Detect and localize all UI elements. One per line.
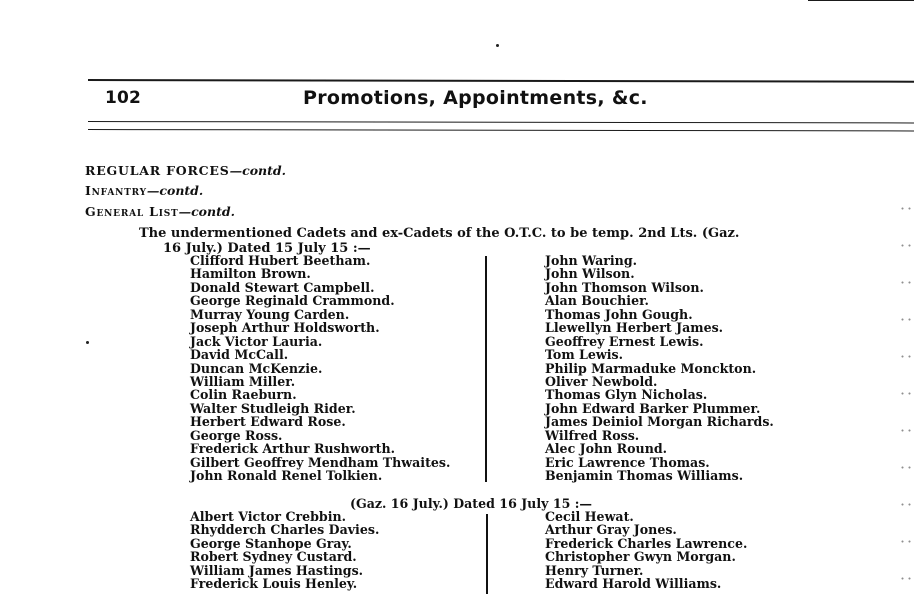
list-item: Donald Stewart Campbell. (190, 279, 375, 295)
subsection-heading-contd: —contd. (146, 183, 204, 198)
page-number: 102 (105, 88, 142, 108)
page-title: Promotions, Appointments, &c. (303, 87, 648, 109)
list-item: Jack Victor Lauria. (190, 333, 323, 349)
subsection-heading-label: Infantry (85, 183, 147, 198)
section-heading-contd: —contd. (229, 163, 286, 178)
list-item: Henry Turner. (545, 562, 644, 578)
group1-right-column (545, 254, 774, 482)
list-item: Arthur Gray Jones. (545, 522, 677, 538)
list-item: Geoffrey Ernest Lewis. (545, 333, 704, 349)
column-divider-1 (485, 256, 487, 482)
list-item: Oliver Newbold. (545, 373, 658, 389)
list-item: Alan Bouchier. (545, 293, 649, 309)
list-item: Edward Harold Williams. (545, 576, 722, 592)
list-item: Colin Raeburn. (190, 387, 297, 403)
intro-line-2: 16 July.) Dated 15 July 15 :— (163, 240, 371, 256)
list-item: Albert Victor Crebbin. (190, 509, 347, 524)
list-item: Frederick Louis Henley. (190, 576, 358, 592)
list-item: Walter Studleigh Rider. (190, 400, 356, 416)
list-item: George Stanhope Gray. (190, 535, 352, 551)
list-heading-label: General List (85, 204, 179, 219)
section-heading (85, 163, 286, 178)
list-item: Alec John Round. (545, 441, 668, 457)
list-item: Robert Sydney Custard. (190, 549, 357, 565)
list-item: Duncan McKenzie. (190, 360, 323, 376)
scan-edge-noise (900, 190, 914, 604)
list-item: George Ross. (190, 427, 283, 443)
list-item: Cecil Hewat. (545, 509, 634, 524)
list-item: Tom Lewis. (545, 347, 624, 363)
list-item: Philip Marmaduke Monckton. (545, 360, 757, 376)
list-item: John Edward Barker Plummer. (545, 400, 761, 416)
header-top-rule (88, 79, 914, 83)
page-header (105, 88, 865, 114)
intro-line-1: The undermentioned Cadets and ex-Cadets of the O.T.C. to be temp. 2nd Lts. (Gaz. (139, 226, 740, 241)
group2-caption: (Gaz. 16 July.) Dated 16 July 15 :— (350, 496, 592, 511)
list-item: Thomas John Gough. (545, 306, 693, 322)
list-item: John Ronald Renel Tolkien. (190, 468, 383, 483)
list-item: Wilfred Ross. (545, 427, 640, 443)
header-bottom-rule-1 (88, 121, 914, 123)
group2-right-column (545, 510, 747, 591)
stray-ink-dot (86, 341, 89, 344)
header-bottom-rule-2 (88, 129, 914, 131)
list-item: William James Hastings. (190, 562, 364, 578)
list-item: John Wilson. (545, 266, 635, 282)
list-item: John Thomson Wilson. (545, 279, 704, 295)
list-item: Frederick Charles Lawrence. (545, 535, 748, 551)
list-item: Christopher Gwyn Morgan. (545, 549, 736, 565)
intro-paragraph (139, 227, 819, 256)
list-item: Murray Young Carden. (190, 306, 350, 322)
list-heading (85, 204, 235, 219)
list-item: George Reginald Crammond. (190, 293, 395, 309)
list-item: John Waring. (545, 253, 638, 268)
section-heading-label: REGULAR FORCES (85, 163, 230, 178)
list-item: Rhydderch Charles Davies. (190, 522, 380, 538)
list-item: Benjamin Thomas Williams. (545, 468, 744, 483)
list-item: Herbert Edward Rose. (190, 414, 346, 430)
list-heading-contd: —contd. (178, 204, 235, 219)
list-item: William Miller. (190, 373, 296, 389)
stray-ink-dot (496, 44, 499, 47)
list-item: James Deiniol Morgan Richards. (545, 414, 774, 430)
list-item: Clifford Hubert Beetham. (190, 253, 371, 268)
list-item: Joseph Arthur Holdsworth. (190, 320, 380, 336)
group2-left-column (190, 510, 379, 591)
list-item: Eric Lawrence Thomas. (545, 454, 710, 470)
group1-left-column (190, 254, 450, 482)
top-edge-rule (808, 0, 914, 1)
list-item: David McCall. (190, 347, 289, 363)
list-item: Llewellyn Herbert James. (545, 320, 724, 336)
subsection-heading (85, 183, 203, 198)
list-item: Gilbert Geoffrey Mendham Thwaites. (190, 454, 451, 470)
list-item: Thomas Glyn Nicholas. (545, 387, 708, 403)
list-item: Frederick Arthur Rushworth. (190, 441, 396, 457)
column-divider-2 (486, 514, 488, 594)
list-item: Hamilton Brown. (190, 266, 311, 282)
